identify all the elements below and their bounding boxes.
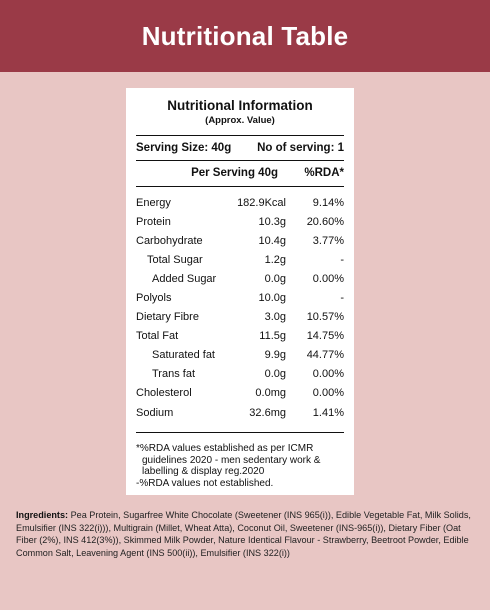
table-row — [136, 384, 344, 403]
nutrient-value: 0.0mg — [255, 387, 286, 400]
table-row — [136, 288, 344, 307]
nutrient-value: 182.9Kcal — [237, 196, 286, 209]
nutrient-rda: 3.77% — [312, 234, 344, 247]
nutrient-name: Sodium — [136, 406, 174, 419]
nutrient-rda: 44.77% — [306, 349, 344, 362]
nutrient-value: 10.3g — [258, 215, 286, 228]
serving-row — [136, 136, 344, 160]
nutrient-name: Total Sugar — [147, 253, 203, 266]
nutrient-value: 1.2g — [264, 253, 286, 266]
nutrient-value: 10.0g — [258, 292, 286, 305]
ingredients-text — [16, 509, 478, 560]
nutrient-rows — [136, 187, 344, 422]
header-banner — [0, 0, 490, 72]
nutrient-rda: 10.57% — [306, 311, 344, 324]
rda-footnote — [136, 443, 344, 489]
servings-count: No of serving: 1 — [257, 142, 344, 154]
nutrient-rda: 0.00% — [312, 387, 344, 400]
col-rda: %RDA* — [304, 167, 344, 179]
table-row — [136, 212, 344, 231]
table-row — [136, 250, 344, 269]
nutrient-value: 0.0g — [264, 272, 286, 285]
footnote-not-established: -%RDA values not established. — [136, 477, 274, 489]
table-row — [136, 403, 344, 422]
nutrient-rda: - — [340, 292, 344, 305]
nutrient-name: Polyols — [136, 292, 172, 305]
nutrient-name: Cholesterol — [136, 387, 192, 400]
table-row — [136, 193, 344, 212]
nutrient-name: Energy — [136, 196, 171, 209]
nutrient-name: Dietary Fibre — [136, 311, 199, 324]
nutrient-rda: 0.00% — [312, 368, 344, 381]
nutrient-rda: 9.14% — [312, 196, 344, 209]
col-per-serving: Per Serving 40g — [191, 167, 278, 179]
table-row — [136, 346, 344, 365]
table-header — [136, 161, 344, 186]
nutrient-rda: 0.00% — [312, 272, 344, 285]
table-row — [136, 365, 344, 384]
nutrient-name: Protein — [136, 215, 171, 228]
nutrient-value: 9.9g — [264, 349, 286, 362]
nutrient-rda: - — [340, 253, 344, 266]
nutrient-name: Saturated fat — [152, 349, 215, 362]
ingredients-label: Ingredients: — [16, 510, 69, 520]
nutrient-value: 3.0g — [264, 311, 286, 324]
nutrient-value: 32.6mg — [249, 406, 286, 419]
nutrient-rda: 14.75% — [306, 330, 344, 343]
nutrient-rda: 1.41% — [312, 406, 344, 419]
table-row — [136, 327, 344, 346]
page-title: Nutritional Table — [141, 20, 349, 51]
divider — [136, 432, 344, 433]
card-subtitle: (Approx. Value) — [205, 115, 275, 126]
table-row — [136, 308, 344, 327]
nutrient-name: Added Sugar — [152, 272, 217, 285]
nutrient-value: 0.0g — [264, 368, 286, 381]
footnote-rda-source: *%RDA values established as per ICMR guidelines 2020 - men sedentary work & labelling & display reg.2020 — [136, 443, 321, 478]
nutrient-value: 10.4g — [258, 234, 286, 247]
nutrient-rda: 20.60% — [306, 215, 344, 228]
nutrient-name: Carbohydrate — [136, 234, 203, 247]
table-row — [136, 269, 344, 288]
serving-size: Serving Size: 40g — [136, 142, 232, 154]
nutrient-name: Total Fat — [136, 330, 179, 343]
card-title: Nutritional Information — [167, 98, 313, 113]
nutrition-card — [126, 88, 354, 495]
table-row — [136, 231, 344, 250]
nutrient-value: 11.5g — [259, 330, 286, 343]
nutrient-name: Trans fat — [152, 368, 195, 381]
ingredients-list: Pea Protein, Sugarfree White Chocolate (Sweetener (INS 965(i)), Edible Vegetable Fat, Milk Solids, Emulsifier (INS 322(i))), Multigrain (Millet, Wheat Atta), Coconut Oil, Sweetener (INS-965(i)), Dietary Fiber (Oat Fiber (2%), INS 412(3%)), Skimmed Milk Powder, Nature Identical Flavour - Strawberry, Beetroot Powder, Edible Common Salt, Leavening Agent (INS 500(ii)), Emulsifier (INS 322(i)) — [16, 510, 471, 559]
